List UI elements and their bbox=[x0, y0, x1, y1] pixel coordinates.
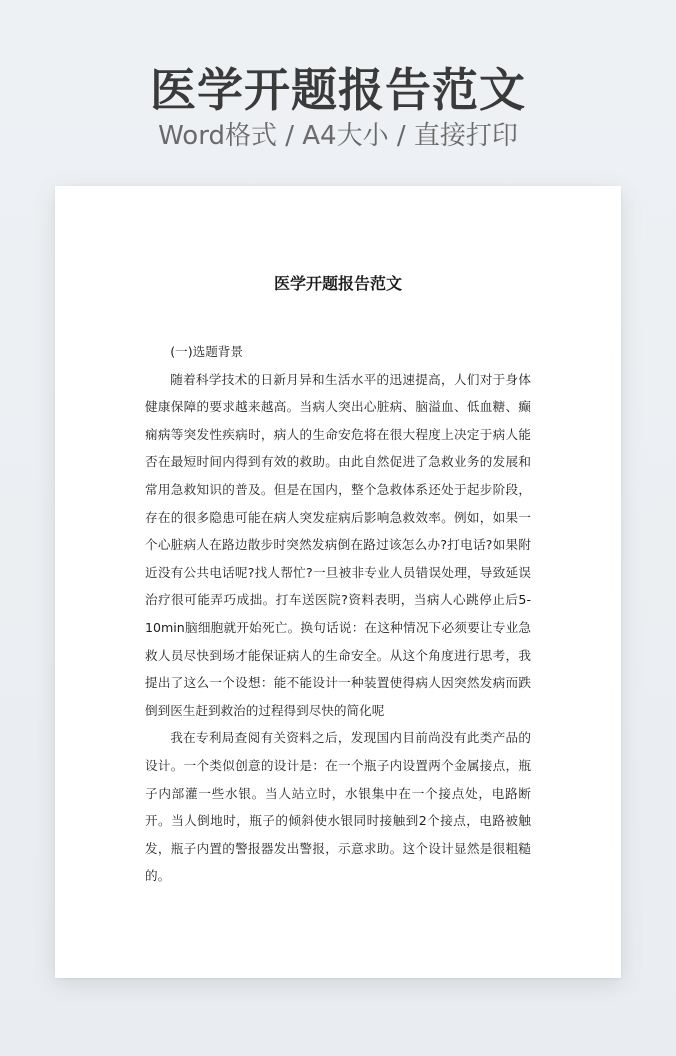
document-body bbox=[145, 338, 531, 890]
section-heading: (一)选题背景 bbox=[170, 344, 243, 359]
banner-title: 医学开题报告范文 bbox=[150, 63, 526, 117]
document-page bbox=[55, 186, 621, 978]
body-paragraph-2: 我在专利局查阅有关资料之后，发现国内目前尚没有此类产品的设计。一个类似创意的设计是：在一个瓶子内设置两个金属接点，瓶子内部灌一些水银。当人站立时，水银集中在一个接点处，电路断开。当人倒地时，瓶子的倾斜使水银同时接触到2个接点，电路被触发，瓶子内置的警报器发出警报，示意求助。这个设计显然是很粗糙的。 bbox=[145, 730, 531, 884]
banner-subtitle: Word格式 / A4大小 / 直接打印 bbox=[158, 121, 518, 151]
document-title: 医学开题报告范文 bbox=[273, 274, 402, 293]
body-paragraph-1: 随着科学技术的日新月异和生活水平的迅速提高，人们对于身体健康保障的要求越来越高。当病人突出心脏病、脑溢血、低血糖、癫痫病等突发性疾病时，病人的生命安危将在很大程度上决定于病人能否在最短时间内得到有效的救助。由此自然促进了急救业务的发展和常用急救知识的普及。但是在国内，整个急救体系还处于起步阶段，存在的很多隐患可能在病人突发症病后影响急救效率。例如，如果一个心脏病人在路边散步时突然发病倒在路过该怎么办?打电话?如果附近没有公共电话呢?找人帮忙?一旦被非专业人员错误处理，导致延误治疗很可能弄巧成拙。打车送医院?资料表明，当病人心跳停止后5-10min脑细胞就开始死亡。换句话说：在这种情况下必须要让专业急救人员尽快到场才能保证病人的生命安全。从这个角度进行思考，我提出了这么一个设想：能不能设计一种装置使得病人因突然发病而跌倒到医生赶到救治的过程得到尽快的简化呢 bbox=[145, 371, 531, 718]
